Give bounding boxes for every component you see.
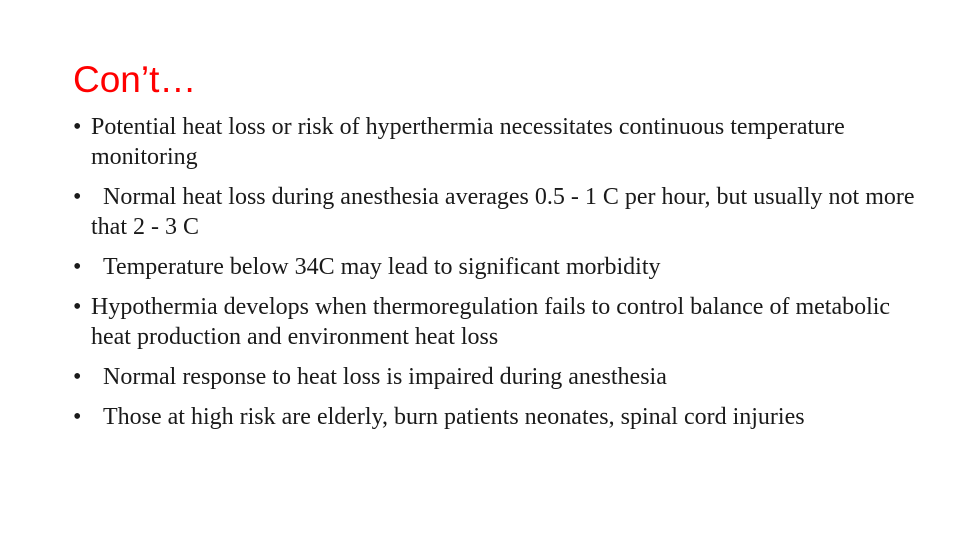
- bullet-text: Temperature below 34C may lead to significant morbidity: [91, 254, 661, 280]
- bullet-text: Those at high risk are elderly, burn patients neonates, spinal cord injuries: [91, 404, 805, 430]
- bullet-item: [72, 252, 932, 282]
- bullet-list: [72, 112, 932, 442]
- bullet-point-icon: •: [73, 294, 82, 320]
- bullet-text: Potential heat loss or risk of hyperthermia necessitates continuous temperature monitoring: [91, 114, 851, 170]
- bullet-text: Hypothermia develops when thermoregulation fails to control balance of metabolic heat production and environment heat loss: [91, 294, 897, 350]
- bullet-item: [72, 402, 932, 432]
- bullet-text: Normal heat loss during anesthesia averages 0.5 - 1 C per hour, but usually not more that 2 - 3 C: [91, 184, 921, 240]
- bullet-point-icon: •: [73, 364, 82, 390]
- bullet-item: [72, 292, 932, 352]
- bullet-item: [72, 182, 932, 242]
- bullet-point-icon: •: [73, 184, 82, 210]
- bullet-point-icon: •: [73, 114, 82, 140]
- bullet-text: Normal response to heat loss is impaired during anesthesia: [91, 364, 667, 390]
- slide-title: Con’t…: [73, 59, 197, 100]
- bullet-item: [72, 362, 932, 392]
- bullet-point-icon: •: [73, 404, 82, 430]
- bullet-item: [72, 112, 932, 172]
- bullet-point-icon: •: [73, 254, 82, 280]
